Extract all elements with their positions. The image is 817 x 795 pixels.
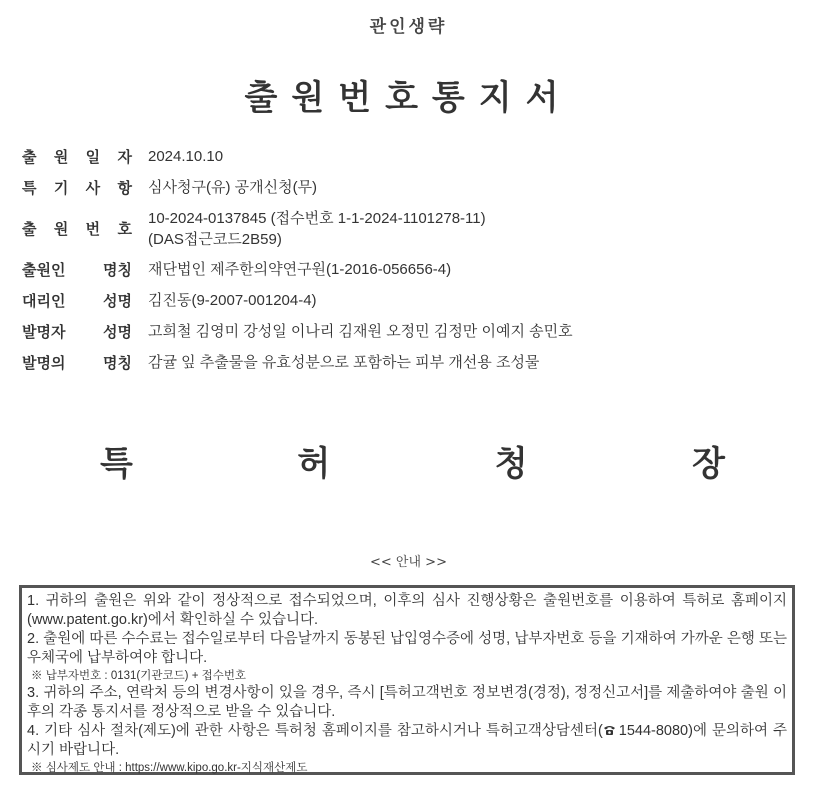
- guide-item-2: 2. 출원에 따른 수수료는 접수일로부터 다음날까지 동봉된 납입영수증에 성명, 납부자번호 등을 기재하여 가까운 은행 또는 우체국에 납부하여야 합니다.: [27, 631, 787, 666]
- issuer-commissioner: 특 허 청 장: [100, 444, 725, 484]
- field-label: 특 기 사 항: [22, 179, 132, 197]
- field-row-filing-date: [22, 146, 802, 168]
- field-label: 발명의 명칭: [22, 354, 132, 372]
- application-number-value: 10-2024-0137845 (접수번호 1-1-2024-1101278-11) (DAS접근코드2B59): [148, 210, 486, 248]
- applicant-name-value: 재단법인 제주한의약연구원(1-2016-056656-4): [148, 261, 452, 278]
- guide-heading: << 안내 >>: [370, 555, 447, 570]
- application-info-table: [22, 146, 802, 383]
- field-row-applicant-name: [22, 259, 802, 281]
- field-row-agent-name: [22, 290, 802, 312]
- field-row-special-notes: [22, 177, 802, 199]
- field-row-application-number: [22, 208, 802, 250]
- field-label: 출 원 일 자: [22, 148, 132, 166]
- phone-icon: [603, 725, 616, 736]
- guide-item-1: 1. 귀하의 출원은 위와 같이 정상적으로 접수되었으며, 이후의 심사 진행상황은 출원번호를 이용하여 특허로 홈페이지(www.patent.go.kr)에서 확인하실 수 있습니다.: [27, 593, 787, 628]
- field-label: 출원인 명칭: [22, 261, 132, 279]
- special-notes-value: 심사청구(유) 공개신청(무): [148, 179, 318, 196]
- guide-item-4: 4. 기타 심사 절차(제도)에 관한 사항은 특허청 홈페이지를 참고하시거나 특허고객상담센터( 1544-8080)에 문의하여 주시기 바랍니다.: [27, 723, 787, 758]
- exam-system-guide-note: ※ 심사제도 안내 : https://www.kipo.go.kr-지식재산제도: [31, 762, 308, 774]
- inventors-value: 고희철 김영미 강성일 이나리 김재원 오정민 김정만 이예지 송민호: [148, 323, 573, 340]
- field-label: 대리인 성명: [22, 292, 132, 310]
- guide-item-3: 3. 귀하의 주소, 연락처 등의 변경사항이 있을 경우, 즉시 [특허고객번호 정보변경(경정), 정정신고서]를 제출하여야 출원 이후의 각종 통지서를 정상적으로 받을 수 있습니다.: [27, 685, 787, 720]
- field-row-invention-title: [22, 352, 802, 374]
- guide-notice-box: [19, 585, 795, 775]
- field-row-inventors: [22, 321, 802, 343]
- stamp-omitted-note: 관인생략: [369, 17, 448, 37]
- field-label: 출 원 번 호: [22, 220, 132, 238]
- invention-title-value: 감귤 잎 추출물을 유효성분으로 포함하는 피부 개선용 조성물: [148, 354, 540, 371]
- filing-date-value: 2024.10.10: [148, 148, 224, 165]
- payer-number-note: ※ 납부자번호 : 0131(기관코드) + 접수번호: [31, 670, 247, 682]
- agent-name-value: 김진동(9-2007-001204-4): [148, 292, 317, 309]
- document-title: 출원번호통지서: [244, 78, 573, 118]
- field-label: 발명자 성명: [22, 323, 132, 341]
